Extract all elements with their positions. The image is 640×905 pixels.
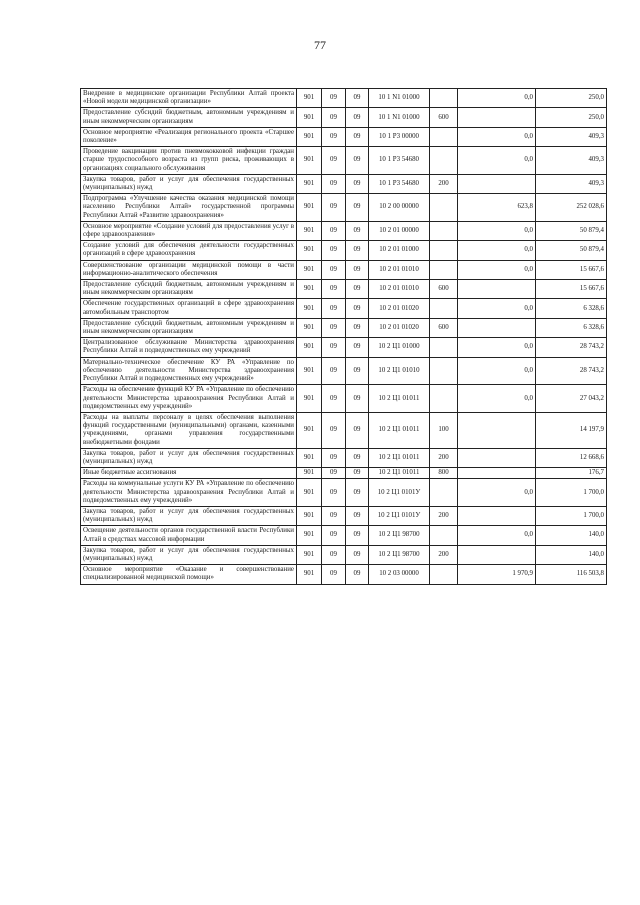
row-target-article-cell: 10 2 Ц1 01011 — [369, 412, 430, 448]
row-ved-cell: 901 — [297, 338, 322, 357]
row-target-article-cell: 10 2 01 00000 — [369, 221, 430, 240]
row-expense-type-cell — [430, 299, 458, 318]
row-amount-1-cell: 1 970,9 — [458, 565, 536, 584]
row-amount-1-cell: 0,0 — [458, 89, 536, 108]
row-ved-cell: 901 — [297, 565, 322, 584]
row-amount-1-cell — [458, 174, 536, 193]
row-section-cell: 09 — [322, 412, 346, 448]
table-row — [81, 479, 607, 507]
row-section-cell: 09 — [322, 221, 346, 240]
row-ved-cell: 901 — [297, 506, 322, 525]
table-row — [81, 338, 607, 357]
row-subsection-cell: 09 — [346, 479, 369, 507]
row-amount-1-cell: 623,8 — [458, 194, 536, 222]
row-amount-2-cell: 116 503,8 — [536, 565, 607, 584]
row-name-cell: Закупка товаров, работ и услуг для обеспечения государственных (муниципальных) нужд — [81, 506, 297, 525]
row-section-cell: 09 — [322, 318, 346, 337]
row-name-cell: Основное мероприятие «Создание условий для предоставления услуг в сфере здравоохранения» — [81, 221, 297, 240]
row-amount-1-cell: 0,0 — [458, 299, 536, 318]
row-amount-2-cell: 1 700,0 — [536, 479, 607, 507]
row-amount-2-cell: 409,3 — [536, 127, 607, 146]
row-expense-type-cell — [430, 260, 458, 279]
row-name-cell: Подпрограмма «Улучшение качества оказания медицинской помощи населению Республики Алтай» государственной программы Республики Алтай «Развитие здравоохранения» — [81, 194, 297, 222]
row-amount-2-cell: 28 743,2 — [536, 357, 607, 385]
row-amount-1-cell: 0,0 — [458, 526, 536, 545]
row-ved-cell: 901 — [297, 89, 322, 108]
row-expense-type-cell — [430, 147, 458, 175]
row-ved-cell: 901 — [297, 260, 322, 279]
row-subsection-cell: 09 — [346, 385, 369, 413]
row-target-article-cell: 10 1 N1 01000 — [369, 108, 430, 127]
row-section-cell: 09 — [322, 526, 346, 545]
row-amount-2-cell: 252 028,6 — [536, 194, 607, 222]
row-amount-1-cell — [458, 506, 536, 525]
row-amount-1-cell — [458, 448, 536, 467]
row-subsection-cell: 09 — [346, 468, 369, 479]
row-ved-cell: 901 — [297, 241, 322, 260]
row-target-article-cell: 10 2 Ц1 98700 — [369, 545, 430, 564]
row-expense-type-cell — [430, 385, 458, 413]
row-name-cell: Закупка товаров, работ и услуг для обеспечения государственных (муниципальных) нужд — [81, 545, 297, 564]
row-section-cell: 09 — [322, 468, 346, 479]
row-amount-2-cell: 14 197,9 — [536, 412, 607, 448]
row-amount-1-cell: 0,0 — [458, 221, 536, 240]
row-section-cell: 09 — [322, 174, 346, 193]
table-row — [81, 89, 607, 108]
row-amount-2-cell: 409,3 — [536, 174, 607, 193]
row-subsection-cell: 09 — [346, 565, 369, 584]
row-section-cell: 09 — [322, 506, 346, 525]
row-amount-1-cell — [458, 412, 536, 448]
row-ved-cell: 901 — [297, 147, 322, 175]
row-section-cell: 09 — [322, 127, 346, 146]
row-name-cell: Основное мероприятие «Оказание и совершенствование специализированной медицинской помощи» — [81, 565, 297, 584]
table-row — [81, 385, 607, 413]
row-ved-cell: 901 — [297, 468, 322, 479]
row-ved-cell: 901 — [297, 221, 322, 240]
table-row — [81, 108, 607, 127]
row-amount-2-cell: 15 667,6 — [536, 280, 607, 299]
row-name-cell: Освещение деятельности органов государственной власти Республики Алтай в средствах массовой информации — [81, 526, 297, 545]
row-target-article-cell: 10 2 Ц1 01000 — [369, 338, 430, 357]
table-row — [81, 299, 607, 318]
table-row — [81, 174, 607, 193]
row-ved-cell: 901 — [297, 357, 322, 385]
row-amount-2-cell: 50 879,4 — [536, 221, 607, 240]
row-ved-cell: 901 — [297, 127, 322, 146]
row-subsection-cell: 09 — [346, 299, 369, 318]
row-section-cell: 09 — [322, 357, 346, 385]
row-amount-2-cell: 140,0 — [536, 545, 607, 564]
row-ved-cell: 901 — [297, 299, 322, 318]
row-ved-cell: 901 — [297, 412, 322, 448]
table-row — [81, 357, 607, 385]
row-ved-cell: 901 — [297, 174, 322, 193]
row-name-cell: Расходы на обеспечение функций КУ РА «Управление по обеспечению деятельности Министерства здравоохранения Республики Алтай и подведомственных ему учреждений» — [81, 385, 297, 413]
row-name-cell: Расходы на коммунальные услуги КУ РА «Управление по обеспечению деятельности Министерства здравоохранения Республики Алтай и подведомственных ему учреждений» — [81, 479, 297, 507]
row-ved-cell: 901 — [297, 194, 322, 222]
row-subsection-cell: 09 — [346, 448, 369, 467]
table-row — [81, 318, 607, 337]
row-amount-2-cell: 12 668,6 — [536, 448, 607, 467]
row-subsection-cell: 09 — [346, 241, 369, 260]
row-name-cell: Обеспечение государственных организаций в сфере здравоохранения автомобильным транспортом — [81, 299, 297, 318]
row-target-article-cell: 10 2 01 01020 — [369, 318, 430, 337]
row-subsection-cell: 09 — [346, 260, 369, 279]
row-name-cell: Иные бюджетные ассигнования — [81, 468, 297, 479]
row-name-cell: Создание условий для обеспечения деятельности государственных организаций в сфере здравоохранения — [81, 241, 297, 260]
table-row — [81, 221, 607, 240]
row-name-cell: Проведение вакцинации против пневмококковой инфекции граждан старше трудоспособного возраста из групп риска, проживающих в организациях социального обслуживания — [81, 147, 297, 175]
row-subsection-cell: 09 — [346, 108, 369, 127]
row-ved-cell: 901 — [297, 385, 322, 413]
row-ved-cell: 901 — [297, 318, 322, 337]
row-ved-cell: 901 — [297, 280, 322, 299]
row-amount-1-cell: 0,0 — [458, 385, 536, 413]
table-row — [81, 448, 607, 467]
budget-table-body — [81, 89, 607, 585]
row-section-cell: 09 — [322, 89, 346, 108]
table-row — [81, 260, 607, 279]
row-expense-type-cell: 600 — [430, 108, 458, 127]
row-amount-2-cell: 6 328,6 — [536, 318, 607, 337]
row-expense-type-cell — [430, 357, 458, 385]
row-expense-type-cell — [430, 194, 458, 222]
row-expense-type-cell — [430, 241, 458, 260]
row-target-article-cell: 10 2 00 00000 — [369, 194, 430, 222]
row-target-article-cell: 10 2 Ц1 01011 — [369, 385, 430, 413]
row-subsection-cell: 09 — [346, 127, 369, 146]
row-ved-cell: 901 — [297, 526, 322, 545]
table-row — [81, 526, 607, 545]
row-subsection-cell: 09 — [346, 357, 369, 385]
row-amount-1-cell: 0,0 — [458, 260, 536, 279]
row-name-cell: Расходы на выплаты персоналу в целях обеспечения выполнения функций государственными (муниципальными) органами, казенными учреждениями, органами управления государственными внебюджетными фондами — [81, 412, 297, 448]
table-row — [81, 241, 607, 260]
row-expense-type-cell — [430, 338, 458, 357]
row-amount-2-cell: 250,0 — [536, 108, 607, 127]
row-section-cell: 09 — [322, 479, 346, 507]
row-ved-cell: 901 — [297, 448, 322, 467]
row-target-article-cell: 10 1 P3 00000 — [369, 127, 430, 146]
row-name-cell: Закупка товаров, работ и услуг для обеспечения государственных (муниципальных) нужд — [81, 448, 297, 467]
row-section-cell: 09 — [322, 241, 346, 260]
row-expense-type-cell: 600 — [430, 280, 458, 299]
row-ved-cell: 901 — [297, 108, 322, 127]
row-amount-2-cell: 28 743,2 — [536, 338, 607, 357]
row-amount-1-cell — [458, 280, 536, 299]
row-target-article-cell: 10 2 Ц1 0101У — [369, 479, 430, 507]
row-target-article-cell: 10 2 Ц1 0101У — [369, 506, 430, 525]
row-expense-type-cell — [430, 89, 458, 108]
row-section-cell: 09 — [322, 338, 346, 357]
row-subsection-cell: 09 — [346, 338, 369, 357]
row-amount-1-cell — [458, 545, 536, 564]
page-number: 77 — [314, 38, 326, 52]
row-subsection-cell: 09 — [346, 194, 369, 222]
row-target-article-cell: 10 2 Ц1 98700 — [369, 526, 430, 545]
row-section-cell: 09 — [322, 194, 346, 222]
row-target-article-cell: 10 2 03 00000 — [369, 565, 430, 584]
row-subsection-cell: 09 — [346, 526, 369, 545]
table-row — [81, 280, 607, 299]
row-ved-cell: 901 — [297, 545, 322, 564]
row-expense-type-cell: 200 — [430, 545, 458, 564]
row-expense-type-cell — [430, 526, 458, 545]
row-expense-type-cell: 200 — [430, 506, 458, 525]
table-row — [81, 468, 607, 479]
row-amount-2-cell: 140,0 — [536, 526, 607, 545]
row-subsection-cell: 09 — [346, 280, 369, 299]
row-amount-2-cell: 250,0 — [536, 89, 607, 108]
row-subsection-cell: 09 — [346, 174, 369, 193]
row-amount-2-cell: 1 700,0 — [536, 506, 607, 525]
row-section-cell: 09 — [322, 147, 346, 175]
row-subsection-cell: 09 — [346, 89, 369, 108]
row-name-cell: Централизованное обслуживание Министерства здравоохранения Республики Алтай и подведомственных ему учреждений — [81, 338, 297, 357]
row-amount-1-cell — [458, 108, 536, 127]
row-amount-2-cell: 50 879,4 — [536, 241, 607, 260]
table-row — [81, 412, 607, 448]
row-amount-2-cell: 409,3 — [536, 147, 607, 175]
row-amount-2-cell: 27 043,2 — [536, 385, 607, 413]
row-section-cell: 09 — [322, 565, 346, 584]
row-expense-type-cell: 200 — [430, 174, 458, 193]
row-amount-1-cell: 0,0 — [458, 241, 536, 260]
row-target-article-cell: 10 2 01 01010 — [369, 280, 430, 299]
row-amount-1-cell — [458, 468, 536, 479]
row-name-cell: Совершенствование организации медицинской помощи в части информационно-аналитического обеспечения — [81, 260, 297, 279]
row-subsection-cell: 09 — [346, 147, 369, 175]
row-expense-type-cell: 800 — [430, 468, 458, 479]
budget-table — [80, 88, 607, 585]
row-subsection-cell: 09 — [346, 221, 369, 240]
row-name-cell: Основное мероприятие «Реализация регионального проекта «Старшее поколение» — [81, 127, 297, 146]
row-target-article-cell: 10 2 Ц1 01010 — [369, 357, 430, 385]
row-name-cell: Закупка товаров, работ и услуг для обеспечения государственных (муниципальных) нужд — [81, 174, 297, 193]
row-section-cell: 09 — [322, 108, 346, 127]
row-amount-1-cell: 0,0 — [458, 338, 536, 357]
row-target-article-cell: 10 2 01 01010 — [369, 260, 430, 279]
row-name-cell: Предоставление субсидий бюджетным, автономным учреждениям и иным некоммерческим организациям — [81, 108, 297, 127]
row-amount-1-cell: 0,0 — [458, 479, 536, 507]
row-section-cell: 09 — [322, 448, 346, 467]
row-section-cell: 09 — [322, 385, 346, 413]
row-subsection-cell: 09 — [346, 318, 369, 337]
row-target-article-cell: 10 2 01 01000 — [369, 241, 430, 260]
row-ved-cell: 901 — [297, 479, 322, 507]
row-subsection-cell: 09 — [346, 412, 369, 448]
row-name-cell: Предоставление субсидий бюджетным, автономным учреждениям и иным некоммерческим организациям — [81, 318, 297, 337]
row-amount-2-cell: 15 667,6 — [536, 260, 607, 279]
row-amount-1-cell: 0,0 — [458, 147, 536, 175]
row-target-article-cell: 10 1 P3 54680 — [369, 147, 430, 175]
table-row — [81, 506, 607, 525]
row-section-cell: 09 — [322, 280, 346, 299]
row-amount-2-cell: 6 328,6 — [536, 299, 607, 318]
row-target-article-cell: 10 1 P3 54680 — [369, 174, 430, 193]
row-section-cell: 09 — [322, 260, 346, 279]
row-name-cell: Внедрение в медицинские организации Республики Алтай проекта «Новой модели медицинской организации» — [81, 89, 297, 108]
row-expense-type-cell: 200 — [430, 448, 458, 467]
row-expense-type-cell — [430, 479, 458, 507]
row-amount-2-cell: 176,7 — [536, 468, 607, 479]
row-amount-1-cell: 0,0 — [458, 357, 536, 385]
row-subsection-cell: 09 — [346, 506, 369, 525]
row-name-cell: Предоставление субсидий бюджетным, автономным учреждениям и иным некоммерческим организациям — [81, 280, 297, 299]
row-amount-1-cell: 0,0 — [458, 127, 536, 146]
row-target-article-cell: 10 2 Ц1 01011 — [369, 468, 430, 479]
row-expense-type-cell — [430, 127, 458, 146]
row-section-cell: 09 — [322, 299, 346, 318]
row-target-article-cell: 10 2 Ц1 01011 — [369, 448, 430, 467]
table-row — [81, 545, 607, 564]
row-target-article-cell: 10 1 N1 01000 — [369, 89, 430, 108]
row-target-article-cell: 10 2 01 01020 — [369, 299, 430, 318]
row-section-cell: 09 — [322, 545, 346, 564]
row-expense-type-cell — [430, 565, 458, 584]
row-amount-1-cell — [458, 318, 536, 337]
table-row — [81, 565, 607, 584]
row-subsection-cell: 09 — [346, 545, 369, 564]
row-name-cell: Материально-техническое обеспечение КУ РА «Управление по обеспечению деятельности Министерства здравоохранения Республики Алтай и подведомственных ему учреждений» — [81, 357, 297, 385]
table-row — [81, 194, 607, 222]
row-expense-type-cell: 100 — [430, 412, 458, 448]
table-row — [81, 147, 607, 175]
table-row — [81, 127, 607, 146]
row-expense-type-cell: 600 — [430, 318, 458, 337]
row-expense-type-cell — [430, 221, 458, 240]
